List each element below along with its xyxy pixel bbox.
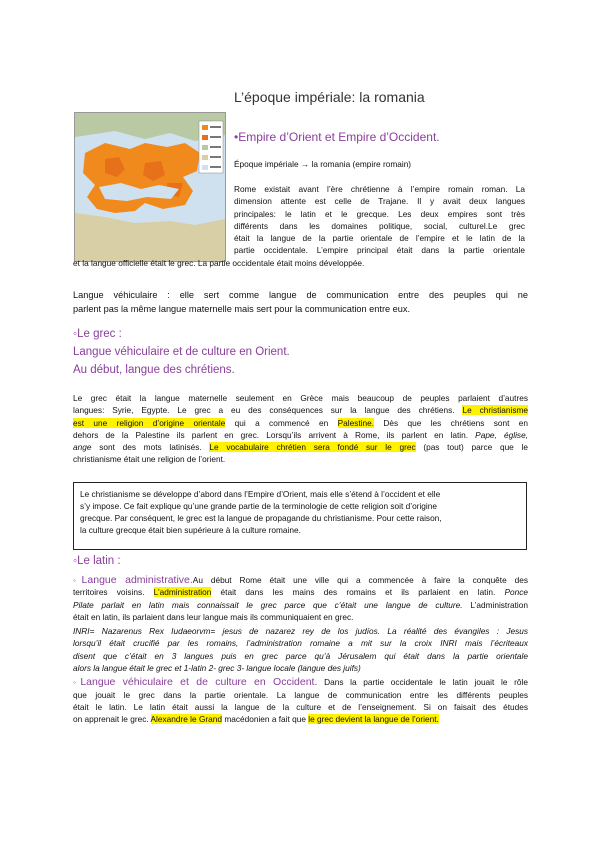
- inri-line: lorsqu’il était crucifié par les romains, l’administration romaine a mit sur la croix INRI mais l’écriteaux: [73, 638, 528, 649]
- p3-line: [73, 404, 528, 416]
- p3-text: (pas tout) parce que le: [423, 442, 528, 453]
- p1-line: était la langue de la partie orientale de l’empire et le latin de la: [234, 233, 525, 244]
- heading-grec-sub2: Au début, langue des chrétiens.: [73, 364, 235, 376]
- p1-line: partie occidentale. L’empire principal était dans la partie orientale: [234, 245, 525, 256]
- p3-line: [73, 417, 528, 429]
- p3-italic: Pape, église,: [475, 429, 528, 440]
- inri-line: INRI= Nazarenus Rex Iudaeorvm= jesus de nazarez rey de los judíos. La réalité des évangiles : Jesus: [73, 626, 528, 637]
- latin-line: que jouait le grec dans la partie orientale. La langue de communication entre les différents peuples: [73, 689, 528, 700]
- p3-line: [73, 429, 528, 441]
- highlight: est une religion d’origine orientale: [73, 417, 226, 428]
- p3-line: [73, 441, 528, 453]
- heading-grec-sub1: Langue véhiculaire et de culture en Orient.: [73, 346, 290, 358]
- box-line: s’y impose. Ce fait explique qu’une grande partie de la terminologie de cette religion soit d’origine: [80, 501, 437, 511]
- heading-empires: •Empire d’Orient et Empire d’Occident.: [234, 130, 440, 144]
- p1-last-line: et la langue officielle était le grec. La partie occidentale était moins développée.: [73, 258, 365, 268]
- p3-text: qui a commencé en: [234, 417, 329, 428]
- latin-line: [73, 586, 528, 598]
- p2-line: Langue véhiculaire : elle sert comme langue de communication entre des peuples qui ne: [73, 290, 528, 300]
- highlight: Alexandre le Grand: [150, 714, 223, 725]
- paragraph-rome: [234, 183, 525, 257]
- latin-text: Au début Rome était une ville qui a commencée à faire la conquête des: [192, 575, 528, 585]
- paragraph-vehiculaire: [73, 288, 528, 316]
- p1-line: différents dans les domaines politique, social, culturel.Le grec: [234, 220, 525, 231]
- sub-line-text: Époque impériale → la romania (empire romain): [234, 159, 412, 169]
- p3-line: christianisme était une religion de l’orient.: [73, 454, 226, 465]
- latin-line: était en latin, ils parlaient dans leur langue mais ils communiquaient en grec.: [73, 611, 354, 622]
- p3-text: dehors de la Palestine ils parlent en grec. Lorsqu’ils arrivent à Rome, ils parlent en latin.: [73, 429, 469, 440]
- heading-grec: ◦Le grec :: [73, 328, 122, 340]
- latin-line: [73, 599, 528, 611]
- p3-text: langues: Syrie, Egypte. Le grec a eu des conséquences sur la langue des chrétiens.: [73, 405, 455, 416]
- heading-latin: ◦Le latin :: [73, 555, 121, 567]
- p3-italic: ange: [73, 442, 92, 453]
- latin-text: macédonien a fait que: [224, 714, 306, 725]
- latin-italic: Pilate parlait en latin mais connaissait le grec parce que c’était une langue de culture.: [73, 599, 463, 610]
- sub-line: [234, 158, 524, 170]
- highlight: Le vocabulaire chrétien sera fondé sur le grec: [209, 442, 416, 453]
- latin-line: [73, 713, 528, 725]
- p3-text: sont des mots latinisés.: [99, 442, 202, 453]
- p2-line: parlent pas la même langue maternelle mais sert pour la communication entre eux.: [73, 304, 411, 314]
- latin-text: on apprenait le grec.: [73, 714, 149, 725]
- subheading-admin: Langue administrative.: [81, 574, 193, 586]
- p1-line: dimension attente est celle de Trajane. Il y avait deux langues: [234, 196, 525, 207]
- paragraph-latin-admin: [73, 574, 528, 726]
- highlight: le grec devient la langue de l’orient.: [308, 714, 439, 725]
- latin-line: [73, 574, 528, 586]
- subheading-vehiculaire: Langue véhiculaire et de culture en Occident.: [80, 676, 318, 689]
- box-line: grecque. Par conséquent, le grec est la langue de propagande du christianisme. Pour cette raison,: [80, 513, 442, 523]
- box-line: Le christianisme se développe d’abord dans l’Empire d’Orient, mais elle s’étend à l’occident et elle: [80, 489, 441, 499]
- latin-line: [73, 676, 528, 688]
- latin-text: territoires voisins.: [73, 587, 145, 598]
- latin-text: L’administration: [470, 599, 528, 610]
- latin-italic: Ponce: [504, 587, 528, 598]
- p3-text: Dès que les chrétiens sont en: [383, 417, 528, 428]
- christianisme-box: [73, 482, 527, 550]
- inri-line: alors la langue était le grec et 1-latin 2- grec 3- langue locale (langue des juifs): [73, 663, 361, 674]
- paragraph-rome-end: [73, 257, 528, 269]
- page-title: L’époque impériale: la romania: [234, 89, 425, 105]
- map-graphic: [75, 113, 225, 261]
- paragraph-grec: [73, 392, 528, 466]
- bullet-icon: ◦: [73, 677, 81, 688]
- p1-line: principales: le latin et le grecque. Les deux empires sont très: [234, 208, 525, 219]
- inri-line: disent que c’était en 3 langues puis en grec parce qu’à Jérusalem qui était dans la partie orientale: [73, 650, 528, 661]
- p1-line: Rome existait avant l’ère chrétienne à l’empire romain roman. La: [234, 184, 525, 194]
- bullet-icon: ◦: [73, 575, 82, 585]
- latin-text: était dans les mains des romains et ils parlaient en latin.: [220, 587, 496, 598]
- highlight: Le christianisme: [462, 405, 528, 416]
- roman-empire-map: [74, 112, 226, 262]
- highlight: L’administration: [153, 587, 212, 598]
- p3-line: Le grec était la langue maternelle seulement en Grèce mais beaucoup de peuples parlaient d’autres: [73, 393, 528, 403]
- highlight: Palestine.: [337, 417, 375, 428]
- latin-line: était le latin. Le latin était aussi la langue de la culture et de l’enseignement. Si on faisait des études: [73, 701, 528, 712]
- box-line: la culture grecque était bien supérieure à la culture romaine.: [80, 525, 301, 535]
- latin-text: Dans la partie occidentale le latin jouait le rôle: [324, 677, 528, 688]
